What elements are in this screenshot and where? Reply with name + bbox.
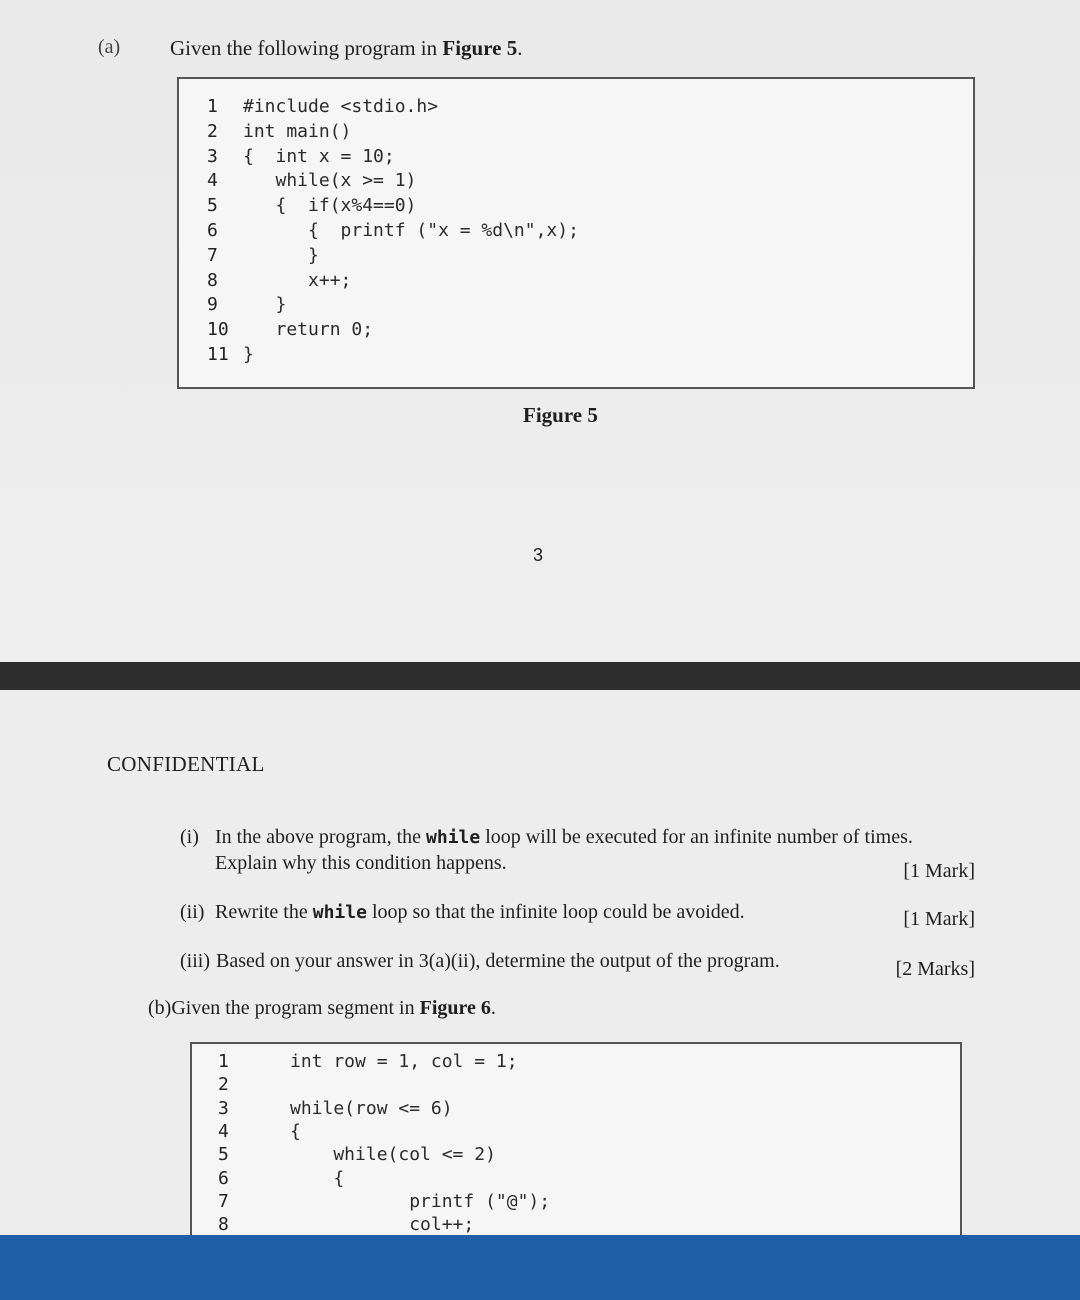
code-text: { (290, 1167, 345, 1189)
line-number: 7 (207, 244, 218, 266)
question-ii-keyword: while (312, 902, 367, 923)
code-line (207, 194, 416, 218)
part-b-figure-ref: Figure 6 (419, 997, 491, 1019)
line-number: 8 (218, 1214, 229, 1236)
line-number: 5 (207, 195, 218, 217)
code-text: } (243, 244, 319, 266)
question-iii-text: Based on your answer in 3(a)(ii), determine the output of the program. (216, 950, 780, 972)
question-iii-label: (iii) (180, 950, 210, 972)
code-line (218, 1143, 496, 1167)
part-a-intro-end: . (517, 36, 523, 60)
line-number: 1 (207, 96, 218, 117)
figure-5-code-box (177, 77, 975, 389)
code-text: int main() (243, 120, 352, 142)
code-line (207, 145, 395, 169)
code-text: int row = 1, col = 1; (290, 1051, 518, 1072)
code-line (207, 343, 254, 367)
line-number: 7 (218, 1190, 229, 1212)
figure-6-code-box (190, 1042, 962, 1249)
code-line (218, 1050, 518, 1074)
question-ii-text (215, 901, 745, 924)
code-line (207, 120, 351, 144)
code-line (218, 1167, 344, 1191)
line-number: 9 (207, 294, 218, 316)
line-number: 4 (207, 170, 218, 192)
code-text: printf ("@"); (290, 1190, 551, 1212)
part-b-intro-end: . (490, 997, 496, 1019)
code-text: col++; (290, 1214, 475, 1236)
code-text: while(col <= 2) (290, 1144, 496, 1166)
line-number: 6 (218, 1167, 229, 1189)
question-ii-marks: [1 Mark] (903, 908, 975, 930)
line-number: 2 (207, 120, 218, 142)
part-b-label: (b) (148, 997, 172, 1019)
line-number: 11 (207, 344, 229, 365)
part-a-figure-ref: Figure 5 (442, 36, 518, 60)
line-number: 2 (218, 1074, 229, 1096)
line-number: 6 (207, 220, 218, 241)
code-line (207, 244, 319, 268)
code-line (218, 1073, 290, 1097)
question-i-keyword: while (426, 827, 481, 848)
code-line (218, 1097, 453, 1121)
code-line (207, 169, 416, 193)
question-ii-text-post: loop so that the infinite loop could be avoided. (366, 901, 745, 923)
code-line (207, 95, 438, 119)
code-line (218, 1213, 474, 1237)
question-i-label: (i) (180, 826, 199, 848)
part-a-label: (a) (98, 36, 121, 58)
code-line (218, 1190, 550, 1214)
confidential-header: CONFIDENTIAL (107, 752, 265, 776)
code-line (207, 269, 351, 293)
part-a-intro-text: Given the following program in (170, 36, 443, 60)
code-text: #include <stdio.h> (243, 96, 439, 117)
code-line (218, 1120, 301, 1144)
line-number: 3 (207, 145, 218, 167)
page-number: 3 (533, 545, 544, 565)
question-i-text-pre: In the above program, the (215, 826, 427, 848)
code-line (207, 318, 373, 342)
part-b-intro (148, 997, 496, 1020)
question-ii-text-pre: Rewrite the (215, 901, 313, 923)
line-number: 4 (218, 1120, 229, 1142)
line-number: 5 (218, 1144, 229, 1166)
code-text: { if(x%4==0) (243, 195, 417, 217)
question-ii-label: (ii) (180, 901, 205, 923)
line-number: 10 (207, 319, 229, 341)
part-b-intro-text: Given the program segment in (171, 997, 420, 1019)
code-text: } (243, 294, 287, 316)
part-a-intro (170, 36, 522, 61)
code-line (207, 293, 286, 317)
code-text: { int x = 10; (243, 145, 395, 167)
question-i-marks: [1 Mark] (903, 860, 975, 882)
question-i-text (215, 826, 995, 849)
question-iii-marks: [2 Marks] (895, 958, 975, 980)
line-number: 8 (207, 269, 218, 291)
code-text: while(x >= 1) (243, 170, 417, 192)
code-text: } (243, 344, 254, 365)
code-text: { (290, 1120, 301, 1142)
code-text: x++; (243, 269, 352, 291)
figure-5-caption: Figure 5 (523, 403, 598, 427)
question-i-text-2: Explain why this condition happens. (215, 852, 507, 874)
question-i-text-post: loop will be executed for an infinite number of times. (480, 826, 913, 848)
code-line (207, 219, 579, 243)
page-divider (0, 662, 1080, 690)
line-number: 3 (218, 1097, 229, 1119)
taskbar-overlay (0, 1235, 1080, 1300)
line-number: 1 (218, 1051, 229, 1072)
code-text: while(row <= 6) (290, 1097, 453, 1119)
code-text: { printf ("x = %d\n",x); (243, 220, 579, 241)
code-text: return 0; (243, 319, 374, 341)
